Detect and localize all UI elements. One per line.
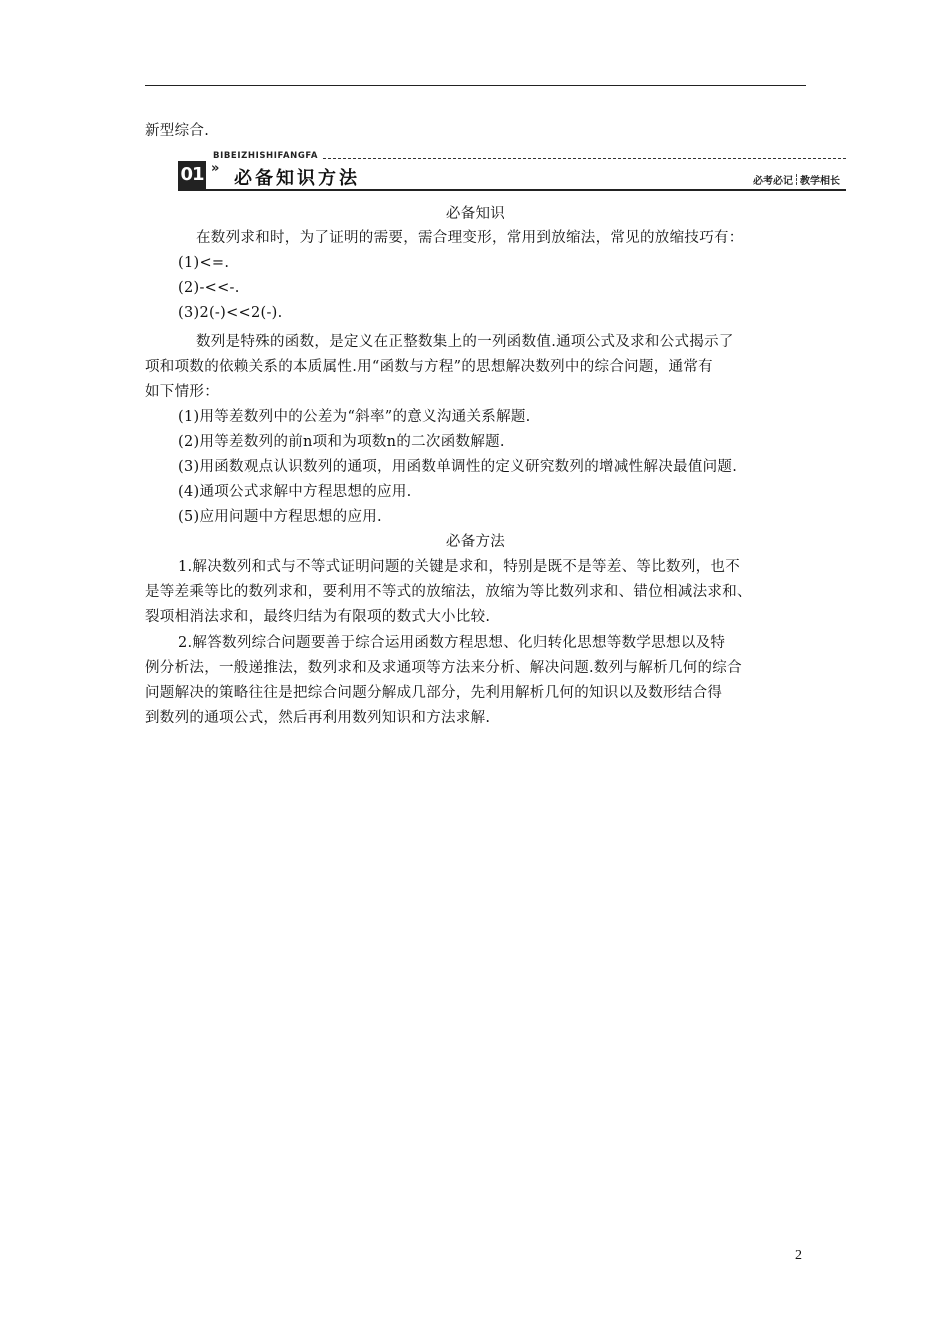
method-line: 到数列的通项公式，然后再利用数列知识和方法求解. (145, 710, 491, 726)
method-line: 是等差乘等比的数列求和，要利用不等式的放缩法，放缩为等比数列求和、错位相减法求和、 (145, 584, 752, 600)
method-line: 1.解决数列和式与不等式证明问题的关键是求和，特别是既不是等差、等比数列，也不 (178, 559, 741, 575)
methods-heading: 必备方法 (445, 534, 506, 550)
banner-bottom-rule (178, 189, 846, 191)
tag-separator (796, 174, 797, 185)
page-number: 2 (795, 1248, 802, 1263)
method-line: 裂项相消法求和，最终归结为有限项的数式大小比较. (145, 609, 491, 625)
case-item: (5)应用问题中方程思想的应用. (178, 509, 382, 525)
paragraph-line: 数列是特殊的函数，是定义在正整数集上的一列函数值.通项公式及求和公式揭示了 (196, 334, 734, 350)
technique-item: (1)<=. (178, 255, 230, 271)
paragraph-line: 如下情形： (145, 384, 219, 400)
technique-item: (2)-<<-. (178, 280, 240, 296)
case-item: (4)通项公式求解中方程思想的应用. (178, 484, 412, 500)
case-item: (3)用函数观点认识数列的通项，用函数单调性的定义研究数列的增减性解决最值问题. (178, 459, 738, 475)
knowledge-heading: 必备知识 (445, 206, 506, 222)
paragraph-line: 项和项数的依赖关系的本质属性.用“函数与方程”的思想解决数列中的综合问题，通常有 (145, 359, 713, 375)
technique-item: (3)2(-)<<2(-). (178, 305, 283, 321)
double-chevron-icon: » (211, 161, 220, 176)
banner-number: 01 (178, 161, 206, 189)
case-item: (2)用等差数列的前n项和为项数n的二次函数解题. (178, 434, 505, 450)
banner-tag (753, 172, 840, 187)
banner-title: 必备知识方法 (234, 168, 360, 189)
top-text: 新型综合. (145, 123, 210, 139)
header-rule (145, 85, 806, 86)
method-line: 2.解答数列综合问题要善于综合运用函数方程思想、化归转化思想等数学思想以及特 (178, 635, 726, 651)
banner-tag-left: 必考必记 (753, 176, 793, 187)
section-banner (178, 150, 846, 192)
method-line: 例分析法，一般递推法，数列求和及求通项等方法来分析、解决问题.数列与解析几何的综合 (145, 660, 742, 676)
banner-tag-right: 教学相长 (800, 176, 840, 187)
banner-dashed-line (323, 158, 846, 159)
method-line: 问题解决的策略往往是把综合问题分解成几部分，先利用解析几何的知识以及数形结合得 (145, 685, 723, 701)
knowledge-intro: 在数列求和时，为了证明的需要，需合理变形，常用到放缩法，常见的放缩技巧有： (196, 230, 744, 246)
case-item: (1)用等差数列中的公差为“斜率”的意义沟通关系解题. (178, 409, 531, 425)
banner-pinyin: BIBEIZHISHIFANGFA (213, 151, 319, 161)
